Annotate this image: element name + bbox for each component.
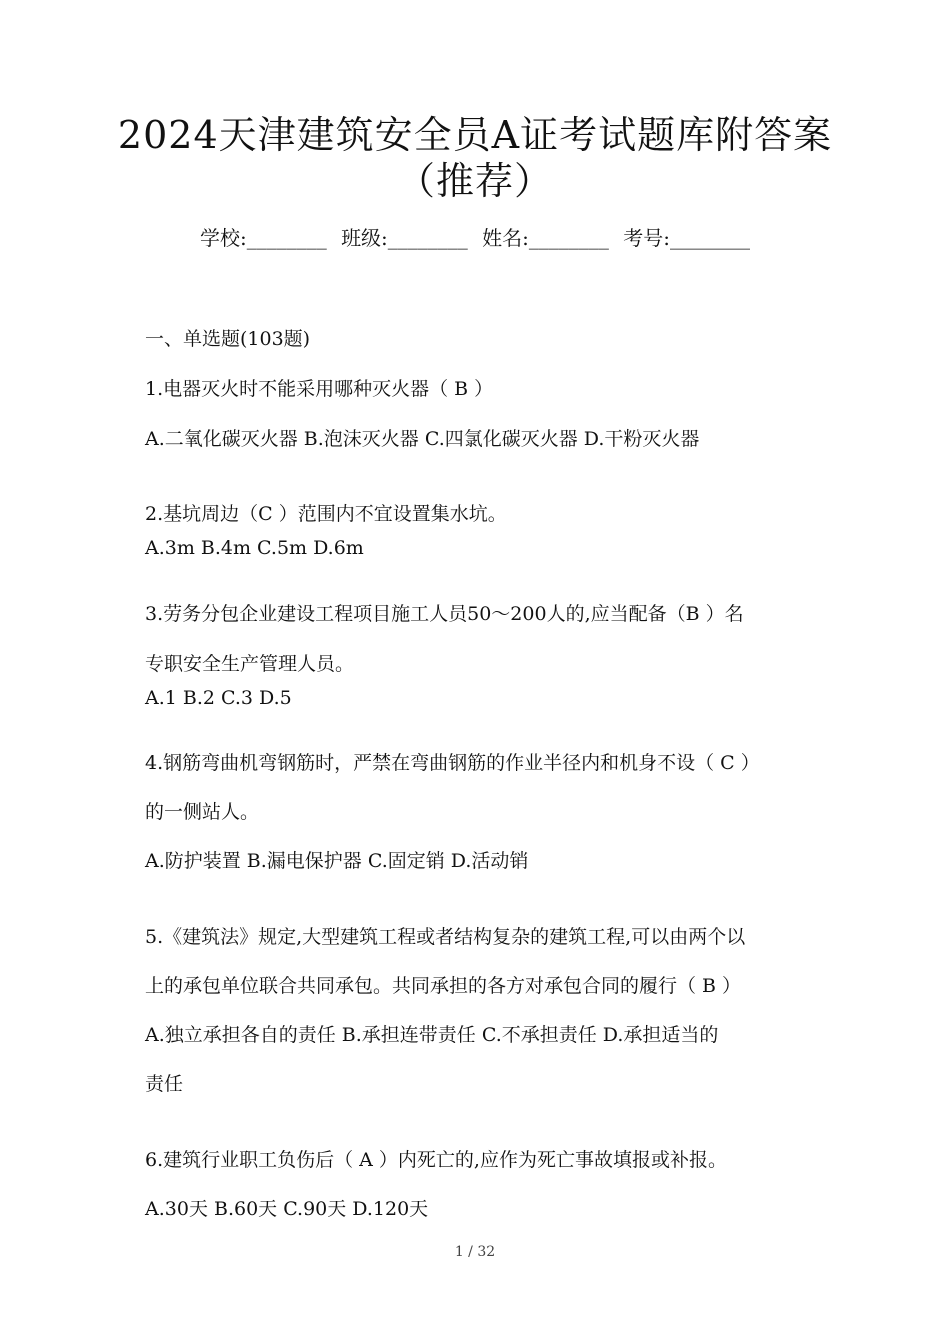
name-field: 姓名:________	[482, 226, 609, 250]
question-3-options: A.1 B.2 C.3 D.5	[145, 687, 292, 709]
school-field: 学校:________	[199, 226, 327, 250]
question-4-stem: 4.钢筋弯曲机弯钢筋时，严禁在弯曲钢筋的作业半径内和机身不设（ C ）	[145, 752, 760, 774]
question-4-options: A.防护装置 B.漏电保护器 C.固定销 D.活动销	[145, 850, 529, 872]
question-2-stem: 2.基坑周边（C ）范围内不宜设置集水坑。	[145, 503, 507, 525]
exam-number-field: 考号:________	[623, 226, 751, 250]
question-4-stem-cont: 的一侧站人。	[145, 801, 260, 823]
question-5-stem: 5.《建筑法》规定,大型建筑工程或者结构复杂的建筑工程,可以由两个以	[145, 926, 746, 948]
document-title: 2024天津建筑安全员A证考试题库附答案	[117, 113, 833, 157]
question-6-stem: 6.建筑行业职工负伤后（ A ）内死亡的,应作为死亡事故填报或补报。	[145, 1149, 727, 1171]
question-5-options-cont: 责任	[145, 1073, 184, 1095]
question-2-options: A.3m B.4m C.5m D.6m	[145, 537, 364, 559]
student-info-row	[0, 222, 950, 251]
question-5-stem-cont: 上的承包单位联合共同承包。共同承担的各方对承包合同的履行（ B ）	[145, 975, 742, 997]
question-3-stem: 3.劳务分包企业建设工程项目施工人员50～200人的,应当配备（B ）名	[145, 603, 744, 625]
question-1-options: A.二氧化碳灭火器 B.泡沫灭火器 C.四氯化碳灭火器 D.干粉灭火器	[145, 428, 700, 450]
question-6-options: A.30天 B.60天 C.90天 D.120天	[145, 1198, 429, 1220]
question-1-stem: 1.电器灭火时不能采用哪种灭火器（ B ）	[145, 378, 494, 400]
section-heading: 一、单选题(103题)	[145, 328, 311, 350]
document-subtitle: （推荐）	[396, 159, 553, 203]
class-field: 班级:________	[341, 226, 468, 250]
page-number: 1 / 32	[454, 1244, 496, 1260]
question-3-stem-cont: 专职安全生产管理人员。	[145, 653, 355, 675]
question-5-options: A.独立承担各自的责任 B.承担连带责任 C.不承担责任 D.承担适当的	[145, 1024, 719, 1046]
